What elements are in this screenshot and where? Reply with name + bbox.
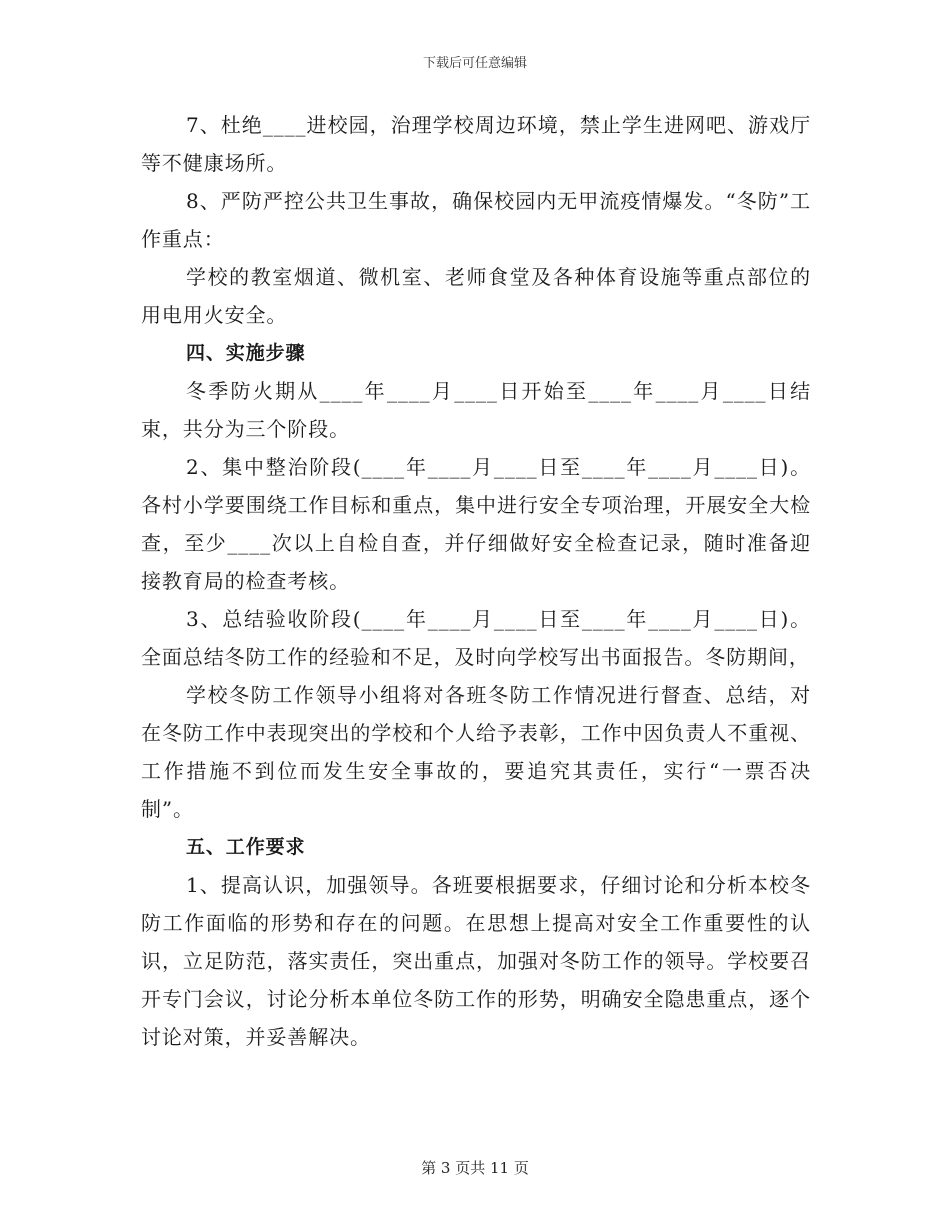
paragraph-requirement-1: 1、提高认识，加强领导。各班要根据要求，仔细讨论和分析本校冬防工作面临的形势和存在的问题。在思想上提高对安全工作重要性的认识，立足防范，落实责任，突出重点，加强对冬防工作的领导。学校要召开专门会议，讨论分析本单位冬防工作的形势，明确安全隐患重点，逐个讨论对策，并妥善解决。: [141, 873, 811, 1049]
page-header-note: 下载后可任意编辑: [422, 56, 527, 71]
section-heading-requirements: 五、工作要求: [186, 836, 306, 858]
paragraph-stage-3: 3、总结验收阶段(____年____月____日至____年____月____日)。全面总结冬防工作的经验和不足，及时向学校写出书面报告。冬防期间，: [141, 607, 811, 669]
paragraph-item-7: 7、杜绝____进校园，治理学校周边环境，禁止学生进网吧、游戏厅等不健康场所。: [141, 113, 811, 175]
section-heading-implementation: 四、实施步骤: [186, 342, 306, 364]
paragraph-stage-2: 2、集中整治阶段(____年____月____日至____年____月____日)。各村小学要围绕工作目标和重点，集中进行安全专项治理，开展安全大检查，至少____次以上自检自查，并仔细做好安全检查记录，随时准备迎接教育局的检查考核。: [141, 455, 811, 593]
paragraph-supervision: 学校冬防工作领导小组将对各班冬防工作情况进行督查、总结，对在冬防工作中表现突出的学校和个人给予表彰，工作中因负责人不重视、工作措施不到位而发生安全事故的，要追究其责任，实行“一票否决制”。: [141, 683, 811, 821]
page-number: 第 3 页共 11 页: [421, 1159, 529, 1177]
paragraph-item-8: 8、严防严控公共卫生事故，确保校园内无甲流疫情爆发。“冬防”工作重点：: [141, 189, 811, 251]
paragraph-fire-season: 冬季防火期从____年____月____日开始至____年____月____日结束，共分为三个阶段。: [141, 379, 811, 441]
document-body: [141, 106, 811, 1056]
paragraph-key-points: 学校的教室烟道、微机室、老师食堂及各种体育设施等重点部位的用电用火安全。: [141, 265, 811, 327]
